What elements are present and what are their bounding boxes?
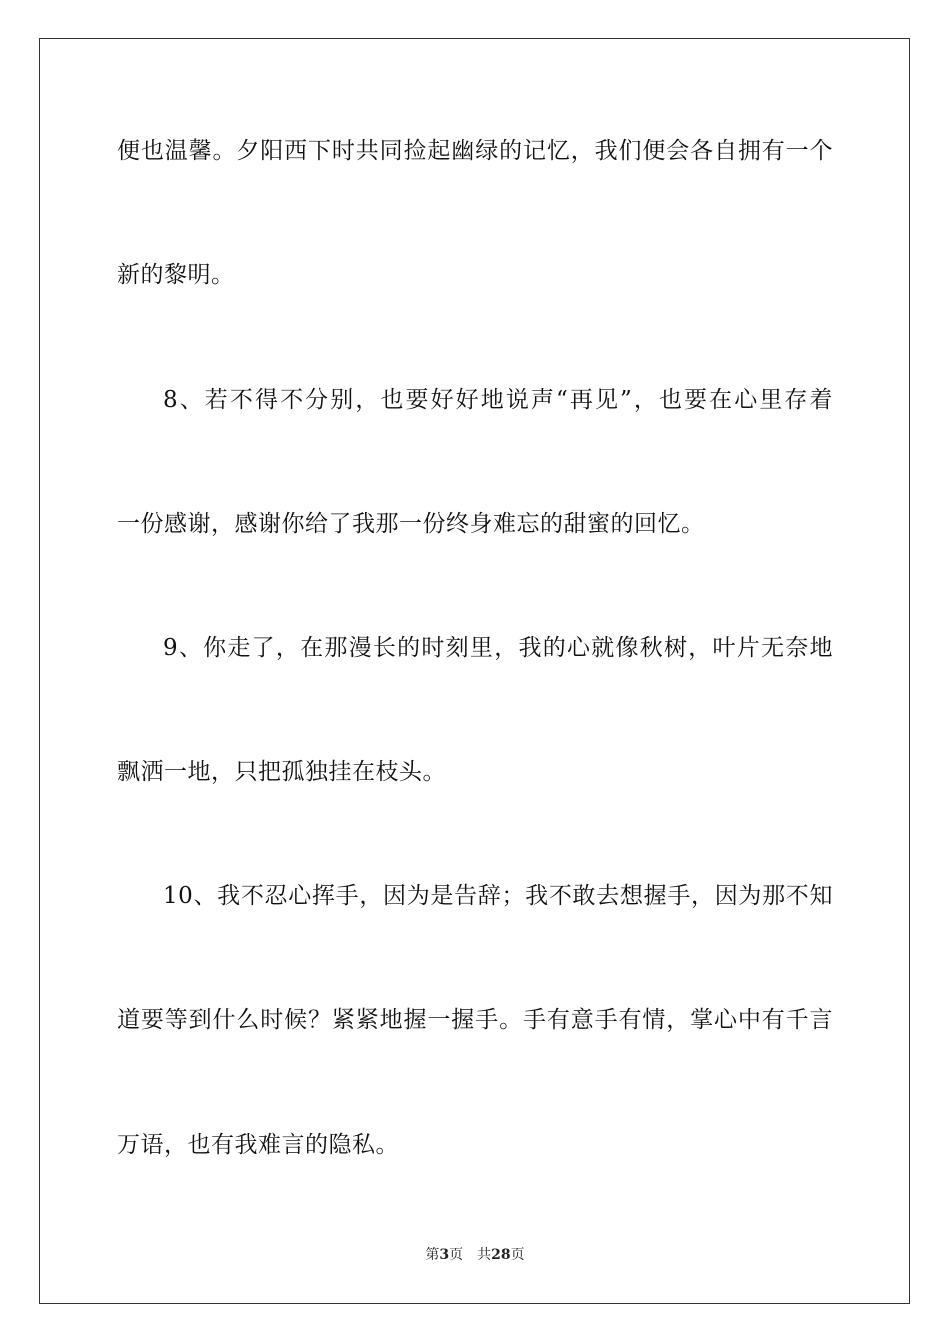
- text-line-3: 8、若不得不分别，也要好好地说声“再见”，也要在心里存着: [163, 387, 833, 413]
- total-prefix: 共: [477, 1247, 492, 1263]
- text-line-4: 一份感谢，感谢你给了我那一份终身难忘的甜蜜的回忆。: [117, 511, 705, 537]
- text-line-2: 新的黎明。: [117, 262, 235, 288]
- text-line-7: 10、我不忍心挥手，因为是告辞；我不敢去想握手，因为那不知: [163, 883, 833, 909]
- total-pages: 28: [491, 1247, 511, 1263]
- text-line-8: 道要等到什么时候？紧紧地握一握手。手有意手有情，掌心中有千言: [117, 1007, 833, 1033]
- page-border: [39, 38, 910, 1304]
- page-number: 3: [439, 1247, 450, 1263]
- page-suffix: 页: [449, 1247, 464, 1263]
- page-prefix: 第: [425, 1247, 440, 1263]
- total-suffix: 页: [510, 1247, 525, 1263]
- text-line-6: 飘洒一地，只把孤独挂在枝头。: [117, 759, 446, 785]
- page-footer: [0, 1246, 950, 1264]
- text-line-9: 万语，也有我难言的隐私。: [117, 1132, 399, 1158]
- text-line-5: 9、你走了，在那漫长的时刻里，我的心就像秋树，叶片无奈地: [163, 635, 833, 661]
- text-line-1: 便也温馨。夕阳西下时共同捡起幽绿的记忆，我们便会各自拥有一个: [117, 138, 833, 164]
